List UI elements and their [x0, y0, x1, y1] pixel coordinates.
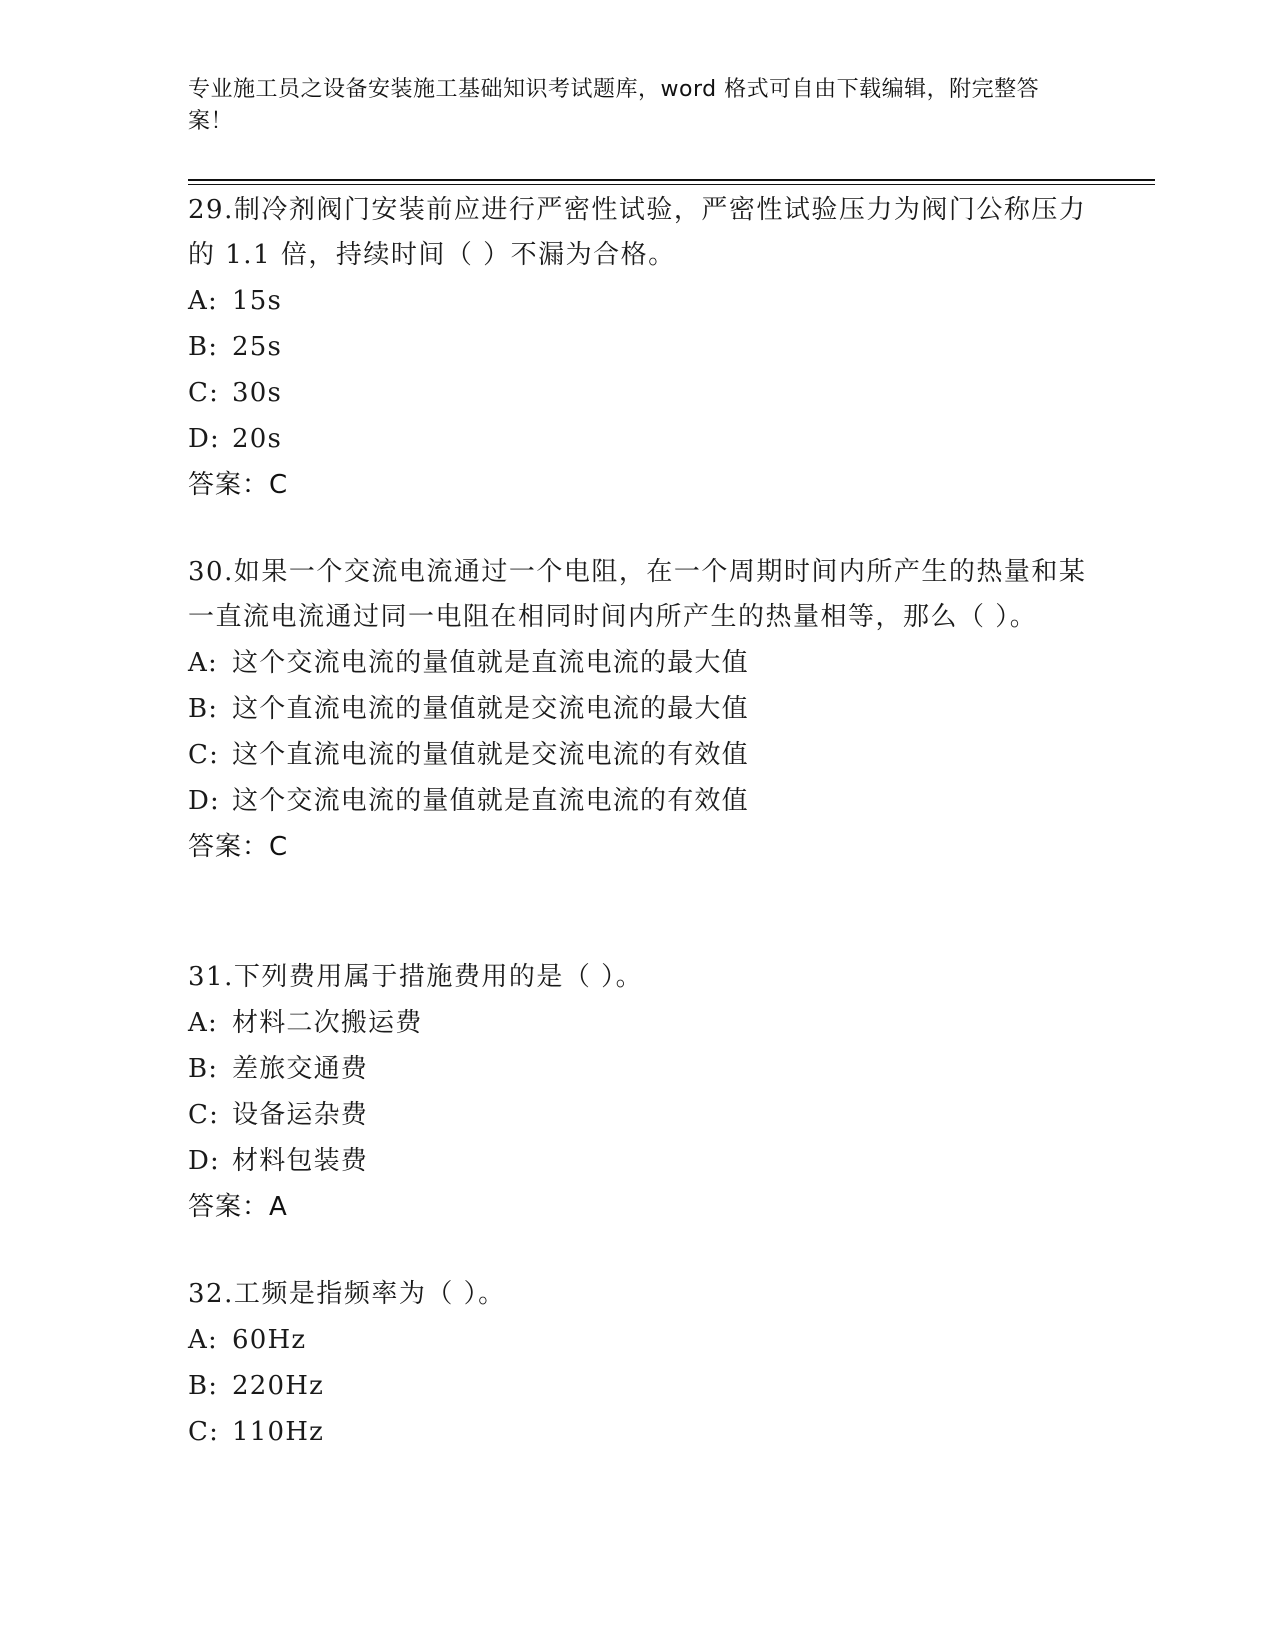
option-b	[188, 1046, 1088, 1092]
header-divider-thin	[188, 184, 1155, 185]
option-letter: C:	[188, 740, 220, 770]
option-letter: B:	[188, 1371, 219, 1401]
option-letter: A:	[188, 1325, 218, 1355]
option-text: 15s	[232, 286, 283, 316]
option-c	[188, 1409, 1088, 1455]
option-d	[188, 416, 1088, 462]
question-31	[188, 955, 1088, 1230]
option-letter: C:	[188, 378, 220, 408]
option-text: 220Hz	[232, 1371, 324, 1401]
option-b	[188, 324, 1088, 370]
option-text: 差旅交通费	[232, 1054, 369, 1084]
option-letter: B:	[188, 694, 219, 724]
option-letter: B:	[188, 332, 219, 362]
option-a	[188, 640, 1088, 686]
option-a	[188, 278, 1088, 324]
option-letter: A:	[188, 286, 218, 316]
option-letter: A:	[188, 1008, 218, 1038]
option-text: 材料二次搬运费	[232, 1008, 423, 1038]
option-b	[188, 1363, 1088, 1409]
option-text: 这个交流电流的量值就是直流电流的最大值	[232, 648, 749, 678]
option-text: 这个交流电流的量值就是直流电流的有效值	[232, 786, 749, 816]
option-d	[188, 1138, 1088, 1184]
option-text: 110Hz	[232, 1417, 324, 1447]
option-c	[188, 1092, 1088, 1138]
document-header: 专业施工员之设备安装施工基础知识考试题库，word 格式可自由下载编辑，附完整答案！	[188, 77, 1040, 134]
header-divider-thick	[188, 179, 1155, 181]
option-text: 材料包装费	[232, 1146, 369, 1176]
option-letter: D:	[188, 786, 221, 816]
option-a	[188, 1000, 1088, 1046]
option-c	[188, 732, 1088, 778]
answer: 答案：A	[188, 1192, 288, 1222]
option-text: 60Hz	[232, 1325, 307, 1355]
option-text: 这个直流电流的量值就是交流电流的有效值	[232, 740, 749, 770]
question-29	[188, 188, 1088, 508]
answer: 答案：C	[188, 832, 289, 862]
question-stem: 31.下列费用属于措施费用的是（ ）。	[188, 962, 644, 992]
option-letter: D:	[188, 424, 221, 454]
option-letter: D:	[188, 1146, 221, 1176]
option-text: 25s	[232, 332, 283, 362]
question-stem: 29.制冷剂阀门安装前应进行严密性试验，严密性试验压力为阀门公称压力的 1.1 倍，持续时间（ ）不漏为合格。	[188, 195, 1087, 270]
option-letter: B:	[188, 1054, 219, 1084]
question-32	[188, 1272, 1088, 1455]
option-text: 设备运杂费	[232, 1100, 369, 1130]
option-c	[188, 370, 1088, 416]
answer: 答案：C	[188, 470, 289, 500]
option-text: 30s	[232, 378, 283, 408]
option-letter: A:	[188, 648, 218, 678]
option-d	[188, 778, 1088, 824]
option-letter: C:	[188, 1100, 220, 1130]
option-b	[188, 686, 1088, 732]
option-a	[188, 1317, 1088, 1363]
option-text: 这个直流电流的量值就是交流电流的最大值	[232, 694, 749, 724]
question-stem: 32.工频是指频率为（ ）。	[188, 1279, 506, 1309]
question-stem: 30.如果一个交流电流通过一个电阻，在一个周期时间内所产生的热量和某一直流电流通过同一电阻在相同时间内所产生的热量相等，那么（ ）。	[188, 557, 1087, 632]
option-letter: C:	[188, 1417, 220, 1447]
option-text: 20s	[232, 424, 283, 454]
question-30	[188, 550, 1088, 870]
